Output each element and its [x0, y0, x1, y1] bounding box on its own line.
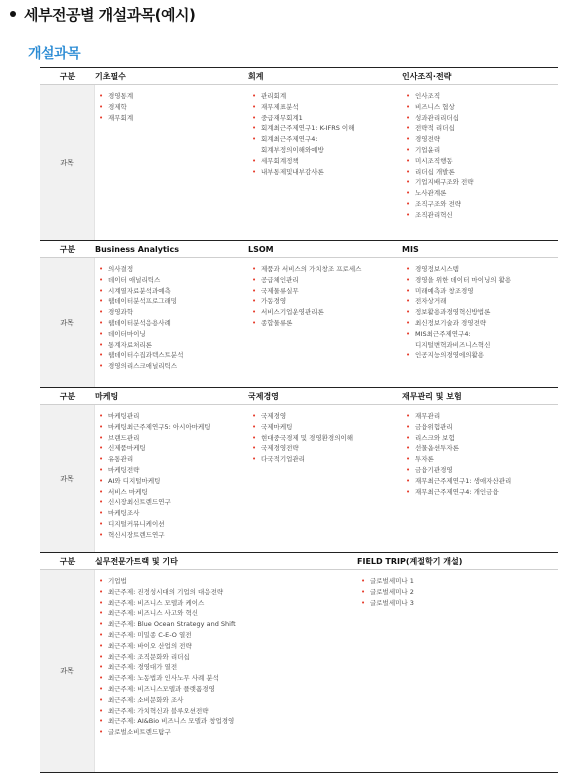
- course-item: • 미래예측과 창조경영: [406, 286, 558, 297]
- course-item: • 최근주제: 소비문화와 조사: [99, 695, 357, 706]
- course-item: • 유통관리: [99, 454, 248, 465]
- table-block: [40, 240, 558, 387]
- course-item: • 글로벌세미나 1: [361, 576, 558, 587]
- course-item: [406, 329, 558, 351]
- group-header: 구분: [59, 244, 76, 254]
- course-column: [357, 570, 558, 772]
- column-header: MIS: [402, 244, 419, 254]
- course-item: • 가동경영: [252, 296, 402, 307]
- column-header: 국제경영: [248, 391, 279, 401]
- course-item: • 서비스 마케팅: [99, 487, 248, 498]
- table-block: [40, 67, 558, 240]
- course-item: • 최근주제: 미밀종 C-E-O 열전: [99, 630, 357, 641]
- course-item: • 최근주제: AI&Bio 비즈니스 모델과 창업경영: [99, 716, 357, 727]
- table-block: [40, 552, 558, 773]
- course-item: • 마케팅조사: [99, 508, 248, 519]
- course-item: • 경영전략: [406, 134, 558, 145]
- bullet-dot-icon: [10, 11, 16, 17]
- course-item: • 중급재무회계1: [252, 113, 402, 124]
- course-item-line: MIS최근주제연구4:: [415, 329, 471, 338]
- group-header: 구분: [59, 71, 76, 81]
- course-item: • 최근주제: 비즈니스모델과 플랫폼경영: [99, 684, 357, 695]
- course-item: • 전략적 리더십: [406, 123, 558, 134]
- course-item: • 최근주제: 진정성시대의 기업의 대응전략: [99, 587, 357, 598]
- table-body-row: [40, 570, 558, 773]
- course-column: [248, 258, 402, 387]
- course-column: [95, 85, 248, 240]
- table-header-row: [40, 553, 558, 570]
- course-item: • 글로벌세미나 2: [361, 587, 558, 598]
- course-item: • 최근주제: 비즈니스 모델과 케이스: [99, 598, 357, 609]
- course-item: • 서비스기업운영관리론: [252, 307, 402, 318]
- row-label: 과목: [40, 405, 95, 552]
- course-item: • 리더십 개발론: [406, 167, 558, 178]
- course-item: • 다국적기업관리: [252, 454, 402, 465]
- course-column: [248, 405, 402, 552]
- group-header: 구분: [59, 556, 76, 566]
- course-item: • 노사관계론: [406, 188, 558, 199]
- course-item: • 내부통제및내부감사론: [252, 167, 402, 178]
- column-header: Business Analytics: [95, 244, 180, 254]
- course-item: • 금융위험관리: [406, 422, 558, 433]
- course-column: [248, 85, 402, 240]
- course-item-line: 회계최근주제연구4:: [261, 135, 318, 144]
- course-item: [252, 134, 402, 156]
- course-item: • 제품과 서비스의 가치창조 프로세스: [252, 264, 402, 275]
- course-item: • 최근주제: 가치혁신과 블루오션전략: [99, 706, 357, 717]
- course-column: [402, 85, 558, 240]
- course-item-line: 디지털변혁과비즈니스혁신: [415, 340, 491, 349]
- course-column: [95, 405, 248, 552]
- row-label: 과목: [40, 85, 95, 240]
- course-item: • 웹데이터수집과텍스트분석: [99, 350, 248, 361]
- course-item: • 최신정보기술과 경영전략: [406, 318, 558, 329]
- course-item: • 글로벌소비트렌드탐구: [99, 727, 357, 738]
- course-column: [95, 258, 248, 387]
- course-item: • 브랜드관리: [99, 433, 248, 444]
- column-header: 실무전문가트랙 및 기타: [95, 556, 178, 566]
- course-item: • 재무최근주제연구4: 개인금융: [406, 487, 558, 498]
- course-item: • 재무최근주제연구1: 생애자산관리: [406, 476, 558, 487]
- course-item: • 국제마케팅: [252, 422, 402, 433]
- course-item: • 경영통계: [99, 91, 248, 102]
- course-item: • 글로벌세미나 3: [361, 598, 558, 609]
- course-item: • 인공지능의경영에의활용: [406, 350, 558, 361]
- title-text: 세부전공별 개설과목(예시): [24, 5, 196, 24]
- course-item: • 최근주제: 비즈니스 사고와 혁신: [99, 608, 357, 619]
- course-item: • 선물옵션투자론: [406, 443, 558, 454]
- group-header: 구분: [59, 391, 76, 401]
- course-item: • 경영정보시스템: [406, 264, 558, 275]
- course-item: • 혁신시장트렌드연구: [99, 530, 248, 541]
- course-item: • 세무회계정책: [252, 156, 402, 167]
- course-item: • 최근주제: 노동법과 인사노무 사례 분석: [99, 673, 357, 684]
- course-item: • 현대중국경제 및 경영환경의이해: [252, 433, 402, 444]
- course-item: • 웹데이터분석응용사례: [99, 318, 248, 329]
- course-item: • 시계열자료분석과예측: [99, 286, 248, 297]
- course-item: • 마케팅관리: [99, 411, 248, 422]
- course-item: • 경영과학: [99, 307, 248, 318]
- table-body-row: [40, 85, 558, 240]
- course-item: • 웹데이터분석프로그래밍: [99, 296, 248, 307]
- course-item: • 금융기관경영: [406, 465, 558, 476]
- course-table: [40, 67, 558, 773]
- course-item: • 국제경영전략: [252, 443, 402, 454]
- course-item: • 회계최근주제연구1: K-IFRS 이해: [252, 123, 402, 134]
- course-item: • 데이터 애널리틱스: [99, 275, 248, 286]
- table-body-row: [40, 405, 558, 552]
- course-item: • 디지털커뮤니케이션: [99, 519, 248, 530]
- course-item: • 의사결정: [99, 264, 248, 275]
- course-item: • 재무관리: [406, 411, 558, 422]
- table-header-row: [40, 68, 558, 85]
- course-column: [402, 258, 558, 387]
- course-item: • 재무회계: [99, 113, 248, 124]
- course-item: • 최근주제: Blue Ocean Strategy and Shift: [99, 619, 357, 630]
- course-item: • 조직구조와 전략: [406, 199, 558, 210]
- course-item: • 신제품마케팅: [99, 443, 248, 454]
- course-item: • 신시장최신트렌드연구: [99, 497, 248, 508]
- course-item: • 최근주제: 바이오 산업의 전략: [99, 641, 357, 652]
- course-item: • 최근주제: 조직문화와 리더십: [99, 652, 357, 663]
- column-header: 인사조직·전략: [402, 71, 452, 81]
- course-item: • 조직관리혁신: [406, 210, 558, 221]
- course-item: • 리스크와 보험: [406, 433, 558, 444]
- table-body-row: [40, 258, 558, 387]
- column-header: 회계: [248, 71, 264, 81]
- table-header-row: [40, 388, 558, 405]
- course-item: • AI와 디지털마케팅: [99, 476, 248, 487]
- table-block: [40, 387, 558, 552]
- course-item: • 관리회계: [252, 91, 402, 102]
- column-header: FIELD TRIP(계절학기 개설): [357, 556, 463, 566]
- course-item: • 경영의리스크애널리틱스: [99, 361, 248, 372]
- course-item: • 정보활용과경영혁신방법론: [406, 307, 558, 318]
- course-item: • 미시조직행동: [406, 156, 558, 167]
- row-label: 과목: [40, 258, 95, 387]
- course-item: • 마케팅최근주제연구5: 아시아마케팅: [99, 422, 248, 433]
- course-item: • 공급체인관리: [252, 275, 402, 286]
- course-item: • 기업윤리: [406, 145, 558, 156]
- column-header: 재무관리 및 보험: [402, 391, 462, 401]
- course-item: • 최근주제: 경영대가 열전: [99, 662, 357, 673]
- course-item: • 국제경영: [252, 411, 402, 422]
- course-item: • 성과관리리더십: [406, 113, 558, 124]
- course-column: [402, 405, 558, 552]
- row-label: 과목: [40, 570, 95, 772]
- course-item-line: 회계부정의이해와예방: [261, 145, 324, 154]
- document-title: [10, 4, 195, 24]
- course-item: • 경제학: [99, 102, 248, 113]
- course-column: [95, 570, 357, 772]
- course-item: • 투자론: [406, 454, 558, 465]
- column-header: 마케팅: [95, 391, 119, 401]
- course-item: • 마케팅전략: [99, 465, 248, 476]
- course-item: • 기업지배구조와 전략: [406, 177, 558, 188]
- course-item: • 기업법: [99, 576, 357, 587]
- column-header: 기초필수: [95, 71, 126, 81]
- course-item: • 국제물류실무: [252, 286, 402, 297]
- course-item: • 전자상거래: [406, 296, 558, 307]
- course-item: • 종합물류론: [252, 318, 402, 329]
- column-header: LSOM: [248, 244, 274, 254]
- course-item: • 비즈니스 협상: [406, 102, 558, 113]
- section-heading: 개설과목: [28, 46, 81, 62]
- course-item: • 재무제표분석: [252, 102, 402, 113]
- table-header-row: [40, 241, 558, 258]
- course-item: • 데이터마이닝: [99, 329, 248, 340]
- course-item: • 경영을 위한 데이터 마이닝의 활용: [406, 275, 558, 286]
- course-item: • 인사조직: [406, 91, 558, 102]
- course-item: • 통계자료처리론: [99, 340, 248, 351]
